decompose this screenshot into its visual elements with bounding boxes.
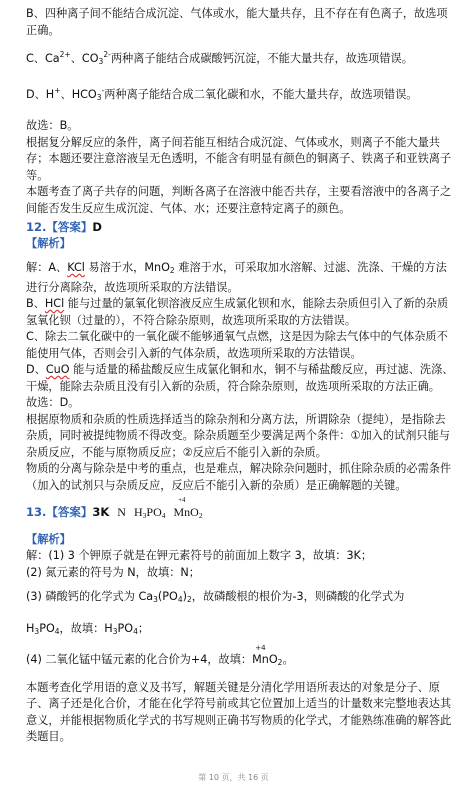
q13-line-3: (3) 磷酸钙的化学式为 $Ca_3(PO_4)_2$，故磷酸根的根价为-3，则磷酸的化学式为 — [26, 590, 405, 604]
q12-option-b: B、HCl 能与过量的氯氧化钡溶液反应生成氯化钡和水，能除去杂质但引入了新的杂质氢氧化钡（过量的），不符合除杂原则，故选项所采取的方法错误。 — [26, 297, 449, 327]
q12-option-a: 解：A、KCl 易溶于水，MnO$_2$ 难溶于水，可采取加水溶解、过滤、洗涤、干燥的方法进行分离除杂，故选项所采取的方法错误。 — [26, 261, 447, 294]
summary-paragraph: 本题考查了离子共存的问题，判断各离子在溶液中能否共存，主要看溶液中的各离子之间能否发生反应生成沉淀、气体、水；还要注意特定离子的颜色。 — [26, 185, 452, 215]
q12-option-c: C、除去二氧化碳中的一氧化碳不能够通氧气点燃，这是因为除去气体中的气体杂质不能使用气体，否则会引入新的气体杂质，故选项所采取的方法错误。 — [26, 330, 448, 360]
q12-explanation: 根据原物质和杂质的性质选择适当的除杂剂和分离方法，所谓除杂（提纯），是指除去杂质，同时被提纯物质不得改变。除杂质题至少要满足两个条件：①加入的试剂只能与杂质反应，不能与原物质反应；②反应后不能引入新的杂质。 — [26, 412, 450, 459]
q13-line-2: (2) 氮元素的符号为 N，故填：N； — [26, 565, 200, 579]
option-b-text: B、四种离子间不能结合成沉淀、气体或水，能大量共存，且不存在有色离子，故选项正确。 — [26, 7, 448, 37]
q13-analysis-tag: 【解析】 — [26, 533, 71, 546]
q13-line-5: (4) 二氧化锰中锰元素的化合价为+4，故填： +4 MnO$_2$。 — [26, 644, 294, 667]
q12-analysis-tag: 【解析】 — [26, 237, 71, 250]
option-c-text: C、$Ca^{2+}$、$CO_3^{2-}$两种离子能结合成碳酸钙沉淀，不能大量共存，故选项错误。 — [26, 50, 413, 66]
option-d-text: D、H+、$HCO_3^-$两种离子能结合成二氧化碳和水，不能大量共存，故选项错误。 — [26, 85, 418, 102]
q13-summary: 本题考查化学用语的意义及书写，解题关键是分清化学用语所表达的对象是分子、原子、离子还是化合价，才能在化学符号前或其它位置加上适当的计量数来完整地表达其意义，并能根据物质化学式的书写规则正确书写物质的化学式，才能熟练准确的解答此类题目。 — [26, 680, 452, 743]
page-footer: 第 10 页，共 16 页 — [198, 773, 269, 782]
q13-line-1: 解：(1) 3 个钾原子就是在钾元素符号的前面加上数字 3，故填：3K； — [26, 549, 373, 562]
conclusion-b: 故选：B。 — [26, 119, 79, 132]
q12-option-d: D、CuO 能与适量的稀盐酸反应生成氯化铜和水，铜不与稀盐酸反应，再过滤、洗涤、干燥，能除去杂质且没有引入新的杂质，符合除杂原则，故选项所采取的方法正确。 — [26, 363, 454, 393]
explanation-paragraph: 根据复分解反应的条件，离子间若能互相结合成沉淀、气体或水，则离子不能大量共存；本题还要注意溶液呈无色透明，不能含有明显有颜色的铜离子、铁离子和亚铁离子等。 — [26, 135, 452, 182]
q13-answer: 13.【答案】3K N $H_3PO_4$ +4 MnO$_2$ — [26, 496, 203, 520]
q12-conclusion: 故选：D。 — [26, 396, 80, 409]
q12-answer: 12.【答案】D — [26, 220, 102, 234]
q12-summary: 物质的分离与除杂是中考的重点，也是难点，解决除杂问题时，抓住除杂质的必需条件（加入的试剂只与杂质反应，反应后不能引入新的杂质）是正确解题的关键。 — [26, 462, 452, 492]
q13-line-4: $H_3PO_4$，故填：$H_3PO_4$； — [26, 621, 150, 636]
